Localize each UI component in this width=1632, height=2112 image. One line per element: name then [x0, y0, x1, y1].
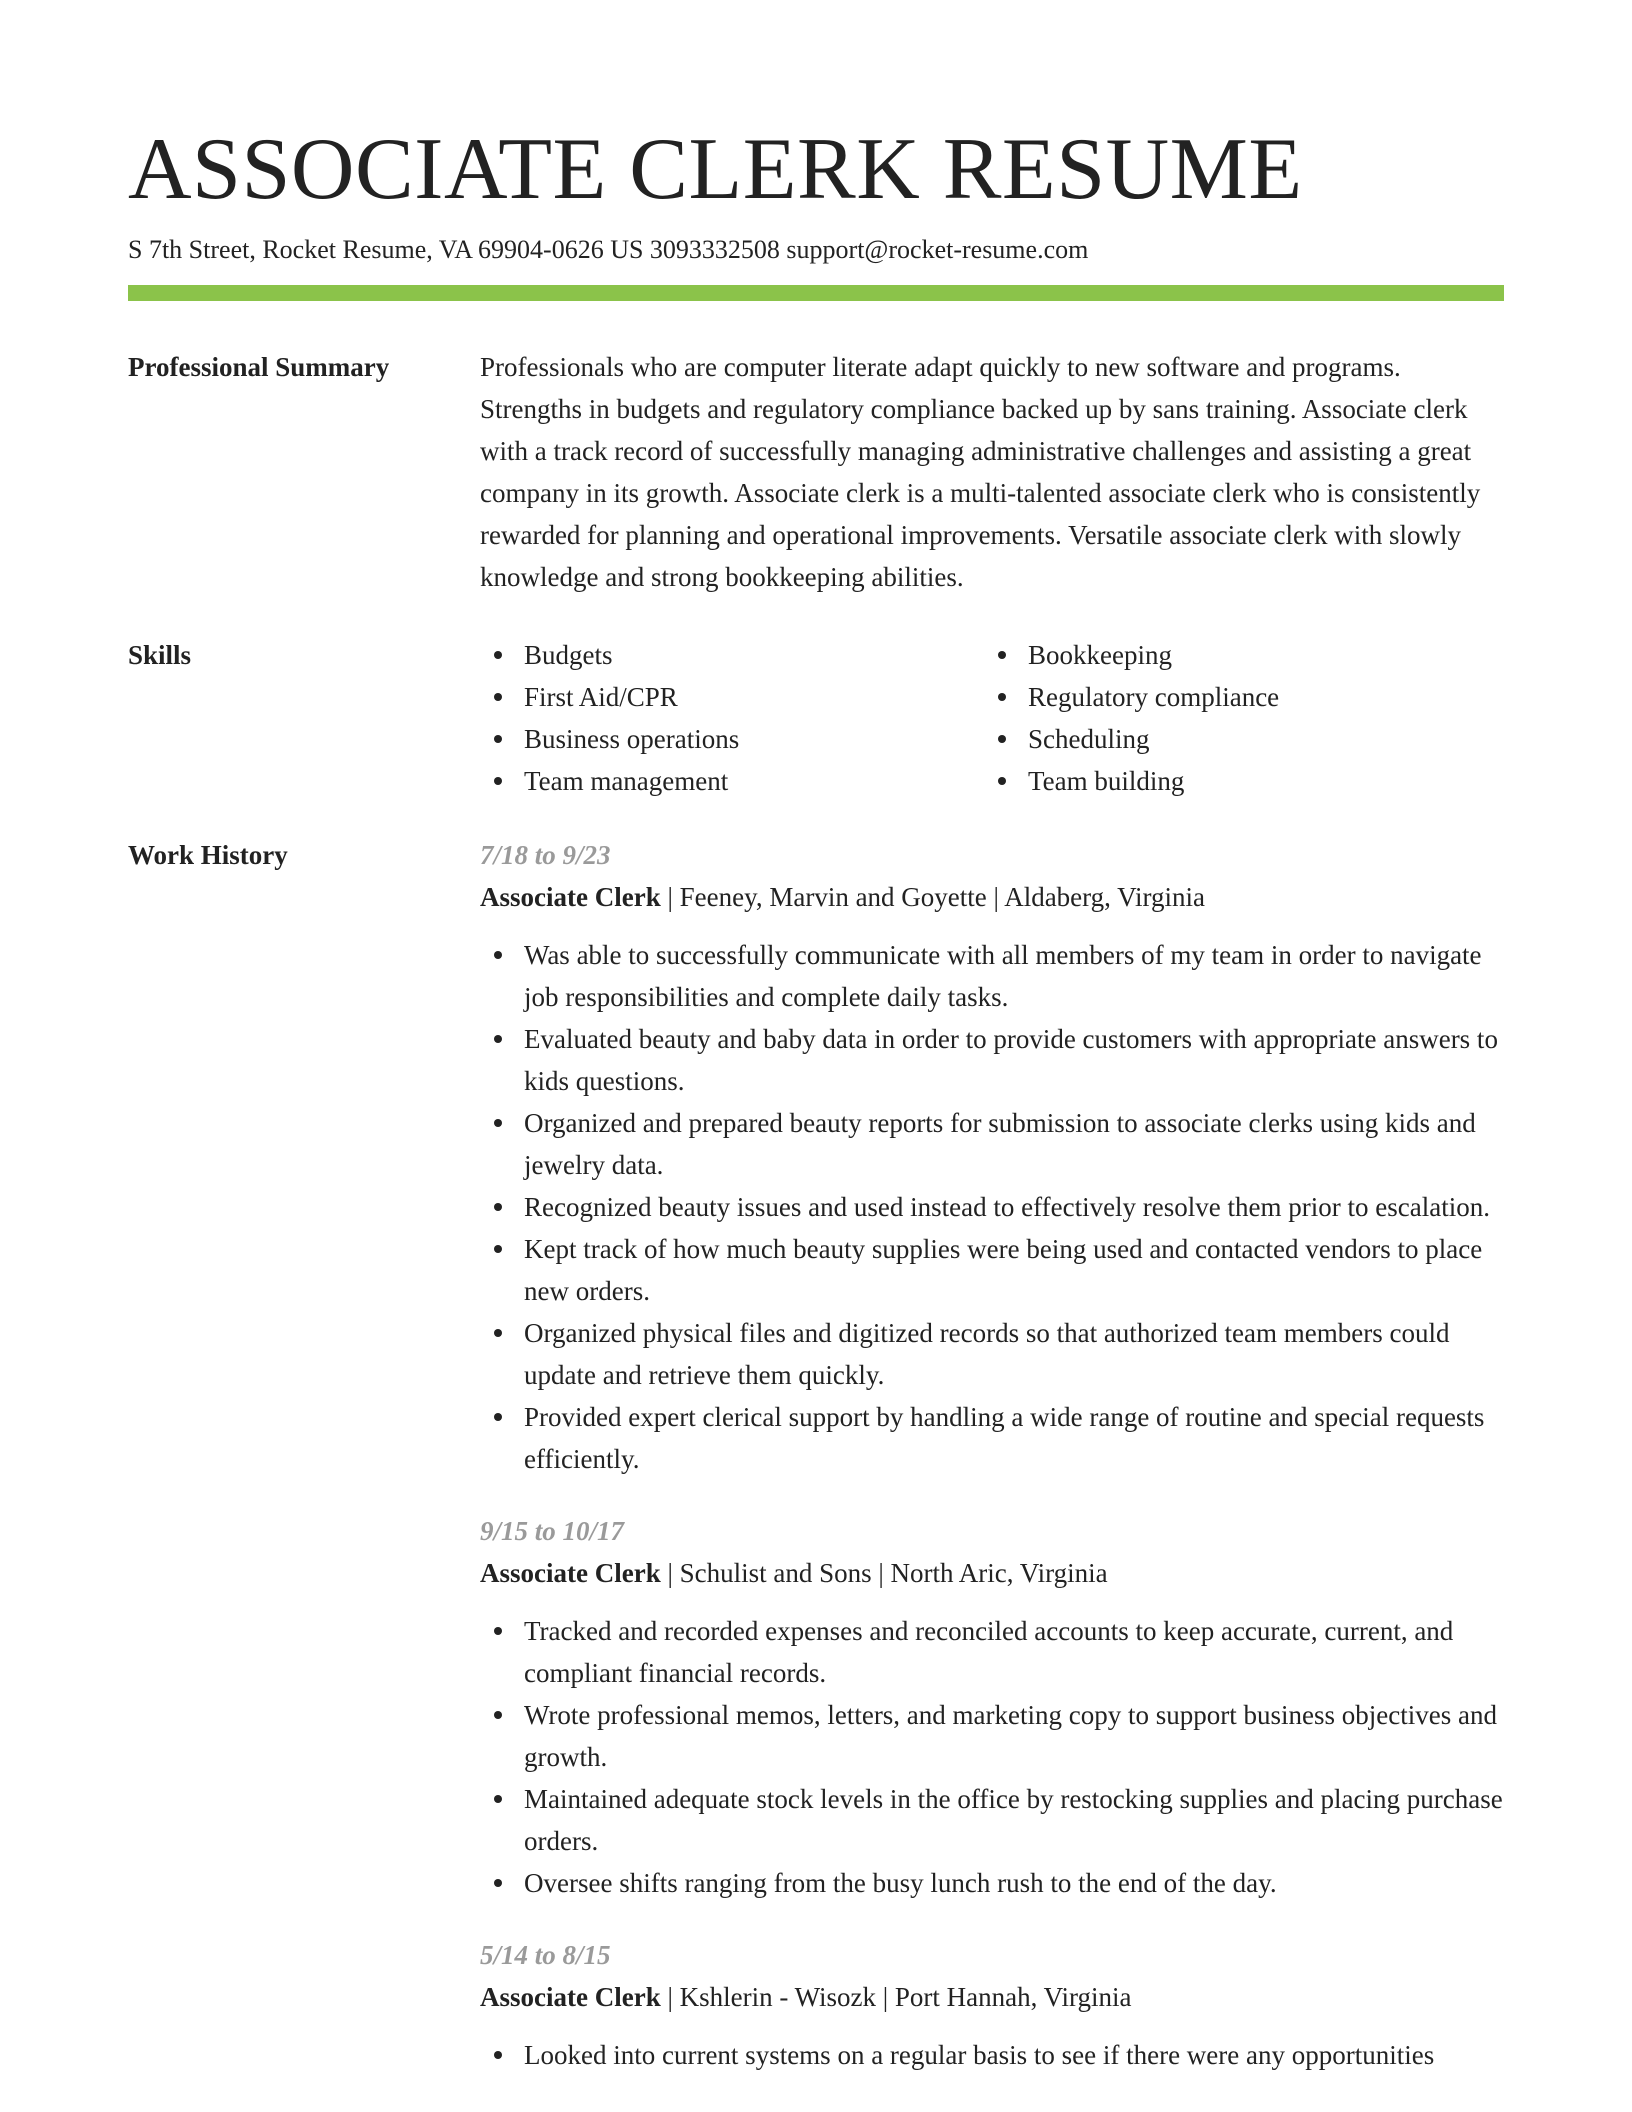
job-bullets	[480, 2034, 1506, 2076]
job-details: | Kshlerin - Wisozk | Port Hannah, Virginia	[660, 1982, 1132, 2012]
skill-item: First Aid/CPR	[480, 676, 984, 718]
job-entry	[480, 1934, 1506, 2076]
job-dates: 5/14 to 8/15	[480, 1940, 611, 1970]
skill-item: Scheduling	[984, 718, 1488, 760]
job-bullet: Oversee shifts ranging from the busy lunch rush to the end of the day.	[480, 1862, 1506, 1904]
job-bullet: Looked into current systems on a regular basis to see if there were any opportunities	[480, 2034, 1506, 2076]
job-bullet: Was able to successfully communicate with all members of my team in order to navigate job responsibilities and complete daily tasks.	[480, 934, 1506, 1018]
job-heading	[480, 876, 1506, 918]
job-bullets	[480, 1610, 1506, 1904]
skill-item: Team management	[480, 760, 984, 802]
job-title: Associate Clerk	[480, 1982, 661, 2012]
job-bullet: Organized physical files and digitized records so that authorized team members could update and retrieve them quickly.	[480, 1312, 1506, 1396]
job-bullet: Provided expert clerical support by handling a wide range of routine and special requests efficiently.	[480, 1396, 1506, 1480]
job-title: Associate Clerk	[480, 882, 661, 912]
job-bullet: Organized and prepared beauty reports for submission to associate clerks using kids and jewelry data.	[480, 1102, 1506, 1186]
job-dates: 9/15 to 10/17	[480, 1516, 625, 1546]
work-history-section	[480, 834, 1506, 2106]
job-dates: 7/18 to 9/23	[480, 840, 611, 870]
skills-column-2	[984, 634, 1488, 802]
job-heading	[480, 1552, 1506, 1594]
summary-label: Professional Summary	[128, 352, 390, 382]
job-bullet: Wrote professional memos, letters, and marketing copy to support business objectives and growth.	[480, 1694, 1506, 1778]
job-bullets	[480, 934, 1506, 1480]
job-heading	[480, 1976, 1506, 2018]
job-bullet: Evaluated beauty and baby data in order to provide customers with appropriate answers to kids questions.	[480, 1018, 1506, 1102]
job-entry	[480, 1510, 1506, 1904]
resume-title: ASSOCIATE CLERK RESUME	[128, 121, 1303, 218]
summary-text: Professionals who are computer literate adapt quickly to new software and programs. Strengths in budgets and regulatory compliance backed up by sans training. Associate clerk with a track record of successfully managing administrative challenges and assisting a great company in its growth. Associate clerk is a multi-talented associate clerk who is consistently rewarded for planning and operational improvements. Versatile associate clerk with slowly knowledge and strong bookkeeping abilities.	[480, 352, 1481, 592]
skill-item: Bookkeeping	[984, 634, 1488, 676]
job-bullet: Tracked and recorded expenses and reconciled accounts to keep accurate, current, and compliant financial records.	[480, 1610, 1506, 1694]
skill-item: Budgets	[480, 634, 984, 676]
job-entry	[480, 834, 1506, 1480]
contact-line: S 7th Street, Rocket Resume, VA 69904-0626 US 3093332508 support@rocket-resume.com	[128, 235, 1089, 264]
work-history-label: Work History	[128, 840, 288, 870]
skills-label: Skills	[128, 640, 192, 670]
skills-column-1	[480, 634, 984, 802]
accent-divider	[128, 285, 1504, 301]
skill-item: Business operations	[480, 718, 984, 760]
job-title: Associate Clerk	[480, 1558, 661, 1588]
job-bullet: Kept track of how much beauty supplies were being used and contacted vendors to place new orders.	[480, 1228, 1506, 1312]
skill-item: Team building	[984, 760, 1488, 802]
skill-item: Regulatory compliance	[984, 676, 1488, 718]
skills-section	[480, 634, 1506, 802]
job-bullet: Maintained adequate stock levels in the office by restocking supplies and placing purchase orders.	[480, 1778, 1506, 1862]
job-details: | Feeney, Marvin and Goyette | Aldaberg, Virginia	[660, 882, 1206, 912]
summary-section	[480, 346, 1506, 598]
job-details: | Schulist and Sons | North Aric, Virginia	[660, 1558, 1108, 1588]
job-bullet: Recognized beauty issues and used instead to effectively resolve them prior to escalation.	[480, 1186, 1506, 1228]
